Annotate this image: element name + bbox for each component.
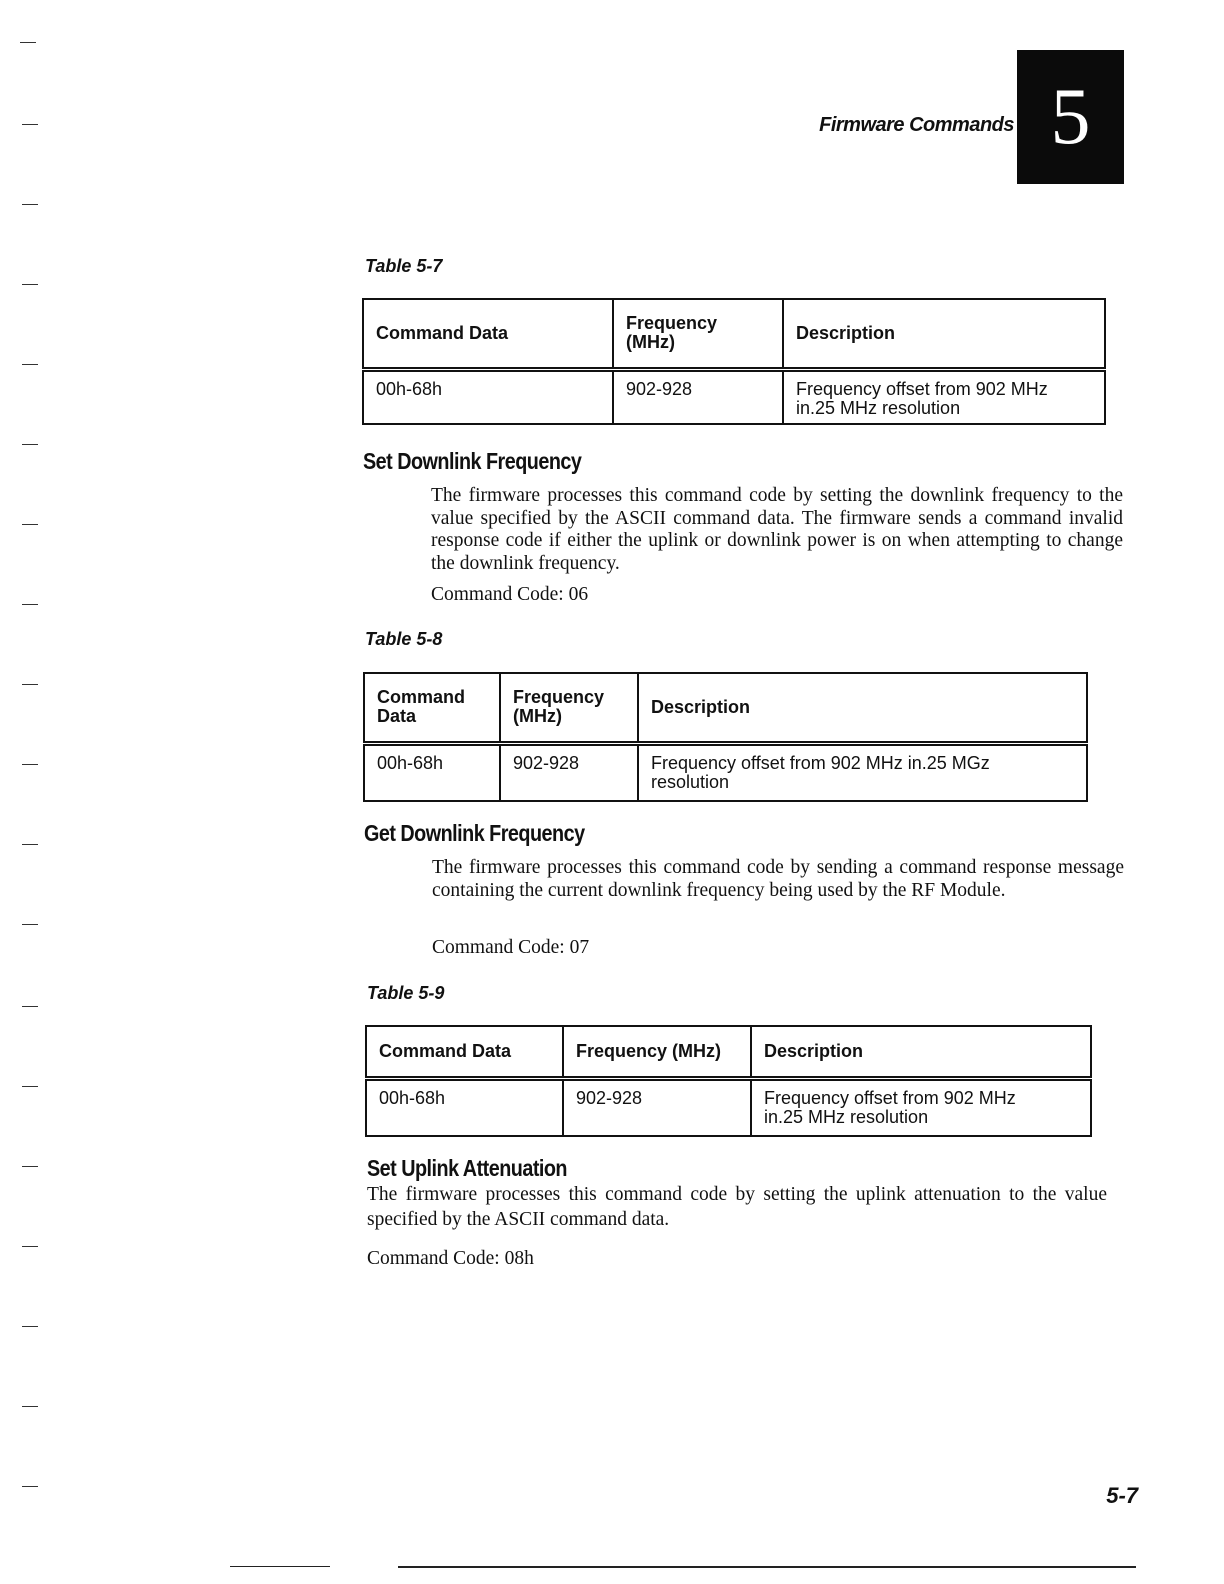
column-header: Description (783, 299, 1105, 369)
table-cell: Frequency offset from 902 MHz in.25 MHz resolution (751, 1078, 1091, 1136)
table-cell: 902-928 (500, 743, 638, 801)
scan-mark (22, 364, 38, 365)
column-header: Command Data (366, 1026, 563, 1078)
table-header-row (366, 1026, 1091, 1078)
table-cell: 00h-68h (363, 369, 613, 424)
scan-mark (22, 1006, 38, 1007)
chapter-number: 5 (1050, 72, 1091, 161)
table-cell: 902-928 (563, 1078, 751, 1136)
scan-mark (22, 1406, 38, 1407)
scan-mark (22, 1326, 38, 1327)
section-body: The firmware processes this command code by setting the uplink attenuation to the value specified by the ASCII command data. (367, 1184, 1107, 1230)
column-header: Description (751, 1026, 1091, 1078)
command-code: Command Code: 07 (432, 937, 590, 958)
table-row (366, 1078, 1091, 1136)
table-5-9-caption: Table 5-9 (367, 983, 445, 1003)
table-header-row (364, 673, 1087, 743)
scan-mark (20, 42, 36, 43)
scan-mark (22, 604, 38, 605)
table-cell: Frequency offset from 902 MHz in.25 MGz resolution (638, 743, 1087, 801)
section-heading-set-uplink-attenuation: Set Uplink Attenuation (367, 1155, 568, 1181)
chapter-tab (1017, 50, 1124, 184)
scan-mark (22, 924, 38, 925)
column-header: Command Data (363, 299, 613, 369)
scan-mark (22, 1246, 38, 1247)
table-row (363, 369, 1105, 424)
table-5-9 (365, 1025, 1092, 1137)
column-header: Frequency (MHz) (563, 1026, 751, 1078)
section-body: The firmware processes this command code by setting the downlink frequency to the value specified by the ASCII command data. The firmware sends a command invalid response code if either the uplink or downlink power is on when attempting to change the downlink frequency. (431, 485, 1123, 574)
column-header: Command Data (364, 673, 500, 743)
table-5-7-caption: Table 5-7 (365, 256, 443, 276)
scan-mark (22, 204, 38, 205)
scan-mark (22, 124, 38, 125)
command-code: Command Code: 06 (431, 584, 589, 605)
scan-mark (22, 1486, 38, 1487)
page-number: 5-7 (1106, 1483, 1138, 1508)
scan-mark (22, 764, 38, 765)
scan-mark (22, 1166, 38, 1167)
column-header: Description (638, 673, 1087, 743)
scan-mark (22, 1086, 38, 1087)
scan-mark (22, 444, 38, 445)
table-header-row (363, 299, 1105, 369)
table-5-8 (363, 672, 1088, 802)
scan-mark (22, 284, 38, 285)
table-5-8-caption: Table 5-8 (365, 629, 443, 649)
scan-mark (22, 684, 38, 685)
table-cell: 00h-68h (364, 743, 500, 801)
section-body: The firmware processes this command code by sending a command response message containing the current downlink frequency being used by the RF Module. (432, 857, 1124, 901)
column-header: Frequency (MHz) (613, 299, 783, 369)
scan-edge-line (230, 1566, 330, 1567)
section-heading-set-downlink-frequency: Set Downlink Frequency (363, 448, 582, 474)
scan-mark (22, 524, 38, 525)
section-heading-get-downlink-frequency: Get Downlink Frequency (364, 820, 585, 846)
table-5-7 (362, 298, 1106, 425)
command-code: Command Code: 08h (367, 1248, 534, 1269)
scan-edge-line (398, 1566, 1136, 1568)
scan-mark (22, 844, 38, 845)
running-header-title: Firmware Commands (819, 114, 1014, 136)
column-header: Frequency (MHz) (500, 673, 638, 743)
table-row (364, 743, 1087, 801)
table-cell: 902-928 (613, 369, 783, 424)
table-cell: 00h-68h (366, 1078, 563, 1136)
table-cell: Frequency offset from 902 MHz in.25 MHz resolution (783, 369, 1105, 424)
